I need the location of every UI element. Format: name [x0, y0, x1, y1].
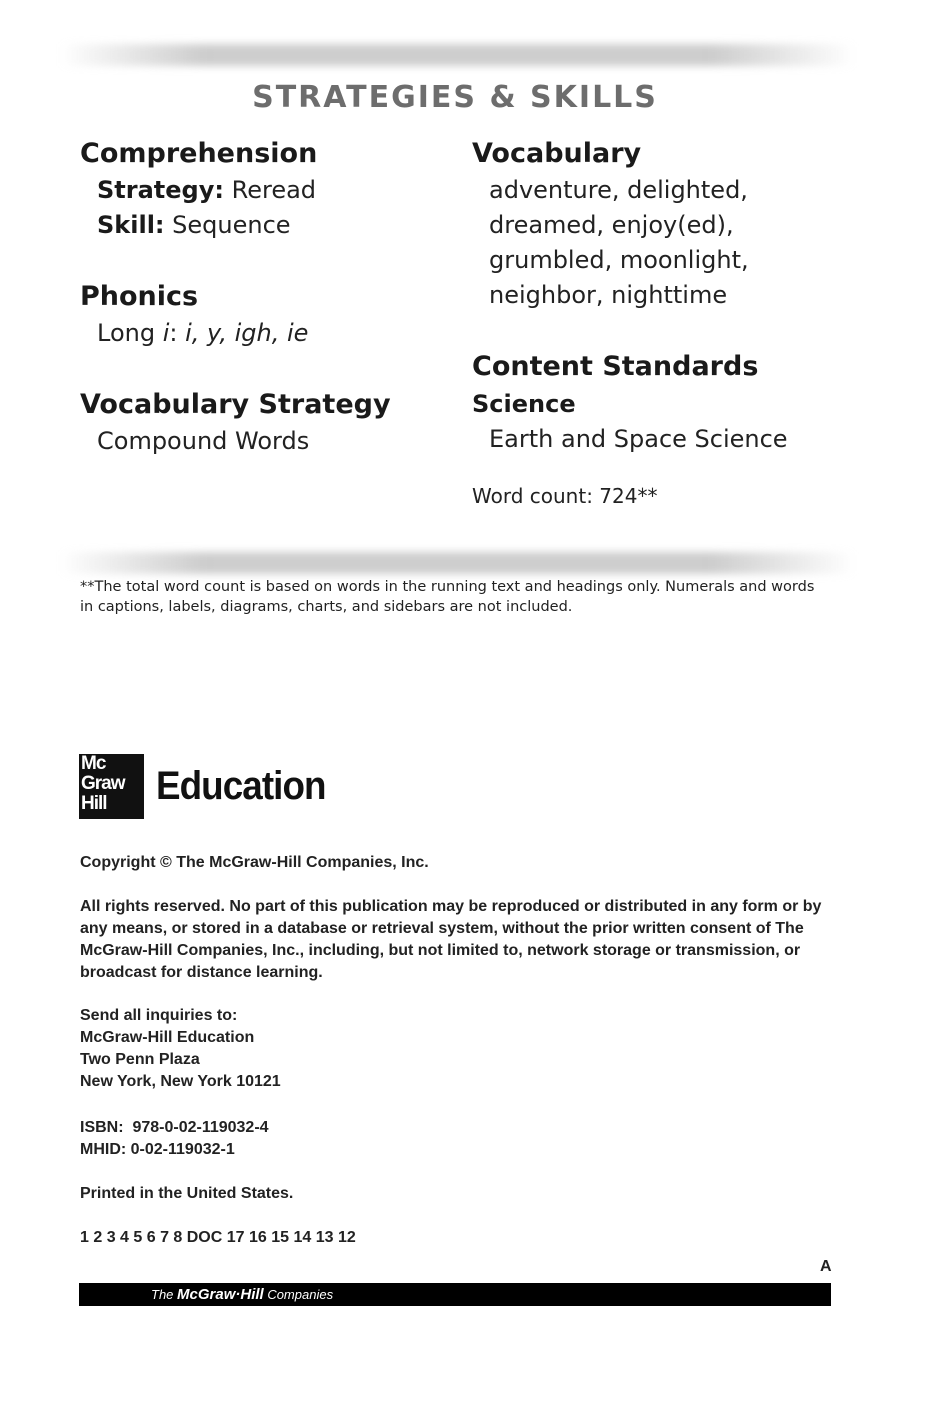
skill-line: [97, 208, 291, 243]
phonics-heading: Phonics: [80, 281, 199, 312]
rights-line: McGraw-Hill Companies, Inc., including, but not limited to, network storage or transmission, or: [80, 942, 801, 959]
logo-line: Mc: [81, 754, 106, 774]
footer-text: [151, 1283, 333, 1306]
strategy-line: [97, 173, 316, 208]
footer-bar: [79, 1283, 831, 1306]
word-count: Word count: 724**: [472, 484, 658, 508]
inquiries-line: New York, New York 10121: [80, 1073, 281, 1090]
page-letter: A: [820, 1258, 832, 1275]
vocabulary-line: neighbor, nighttime: [489, 281, 728, 309]
vocabulary-strategy-value: Compound Words: [97, 427, 310, 455]
logo-line: Hill: [81, 793, 107, 814]
mcgraw-hill-logo: [79, 754, 144, 819]
footnote-line: **The total word count is based on words in the running text and headings only. Numerals and words: [80, 579, 815, 595]
vocabulary-line: adventure, delighted,: [489, 176, 748, 204]
rights-paragraph: [80, 896, 840, 984]
phonics-line: [97, 316, 308, 351]
page-title: STRATEGIES & SKILLS: [252, 80, 658, 115]
content-standards-subject: Science: [472, 390, 576, 418]
rights-line: any means, or stored in a database or retrieval system, without the prior written consent of The: [80, 920, 804, 937]
vocabulary-list: [489, 173, 749, 313]
content-standards-topic: Earth and Space Science: [489, 425, 788, 453]
footer-companies: Companies: [263, 1287, 334, 1302]
logo-line: Graw: [81, 773, 125, 794]
comprehension-heading: Comprehension: [80, 138, 318, 169]
phonics-colon: :: [169, 319, 186, 347]
isbn-block: [80, 1117, 840, 1161]
footer-the: The: [151, 1287, 178, 1302]
inquiries-line: Two Penn Plaza: [80, 1051, 200, 1068]
top-shadow-divider: [60, 44, 855, 66]
inquiries-line: McGraw-Hill Education: [80, 1029, 255, 1046]
phonics-spellings: i, y, igh, ie: [185, 319, 309, 347]
content-standards-heading: Content Standards: [472, 351, 759, 382]
logo-education-word: Education: [156, 764, 326, 808]
inquiries-block: [80, 1005, 840, 1093]
rights-line: broadcast for distance learning.: [80, 964, 323, 981]
word-count-footnote: [80, 577, 840, 617]
inquiries-line: Send all inquiries to:: [80, 1007, 238, 1024]
printing-number-line: 1 2 3 4 5 6 7 8 DOC 17 16 15 14 13 12: [80, 1229, 356, 1246]
vocabulary-line: dreamed, enjoy(ed),: [489, 211, 734, 239]
strategy-value: Reread: [231, 176, 317, 204]
footnote-line: in captions, labels, diagrams, charts, and sidebars are not included.: [80, 599, 573, 615]
skill-label: Skill:: [97, 211, 165, 239]
phonics-letter: i: [162, 319, 170, 347]
isbn: ISBN: 978-0-02-119032-4: [80, 1119, 269, 1136]
skill-value: Sequence: [172, 211, 291, 239]
phonics-prefix: Long: [97, 319, 163, 347]
bottom-shadow-divider: [60, 552, 855, 574]
printed-line: Printed in the United States.: [80, 1185, 294, 1202]
vocabulary-strategy-heading: Vocabulary Strategy: [80, 389, 391, 420]
vocabulary-heading: Vocabulary: [472, 138, 642, 169]
vocabulary-line: grumbled, moonlight,: [489, 246, 749, 274]
footer-brand: McGraw·Hill: [177, 1286, 264, 1303]
copyright-line: Copyright © The McGraw-Hill Companies, Inc.: [80, 854, 429, 871]
strategy-label: Strategy:: [97, 176, 224, 204]
mhid: MHID: 0-02-119032-1: [80, 1141, 235, 1158]
rights-line: All rights reserved. No part of this publication may be reproduced or distributed in any form or by: [80, 898, 822, 915]
